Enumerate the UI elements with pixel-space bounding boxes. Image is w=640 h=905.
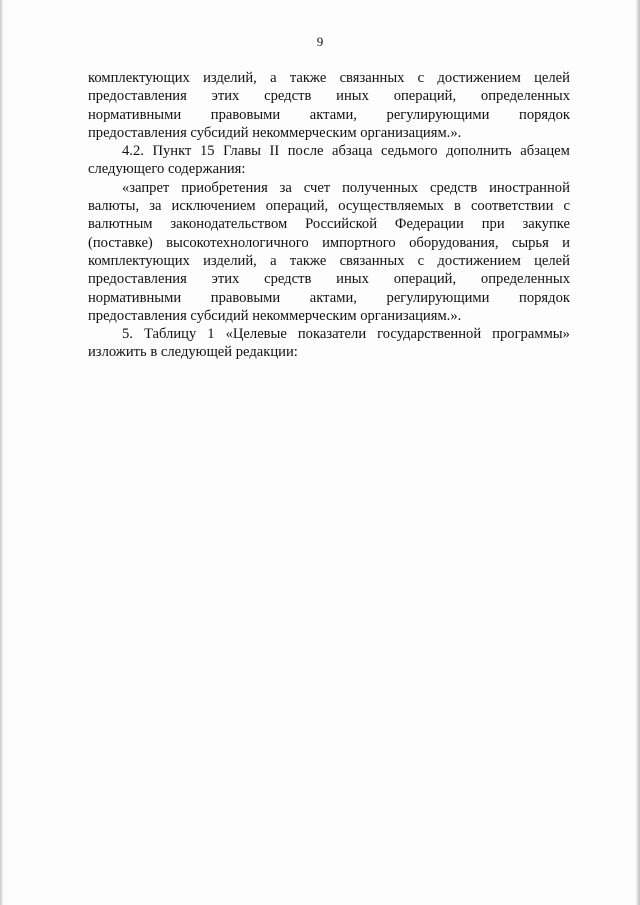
text-word: целей [534, 252, 570, 269]
text-line [88, 307, 570, 325]
text-word: с [417, 252, 425, 269]
text-word: а [270, 252, 277, 269]
page-number: 9 [316, 34, 324, 49]
text-line [88, 124, 570, 142]
text-word: этих [211, 271, 240, 288]
text-word: абзаца [332, 143, 373, 160]
text-word: законодательством [170, 216, 288, 233]
text-word: средств [264, 88, 312, 105]
text-word: целей [534, 70, 570, 86]
text-line [88, 289, 570, 307]
text-word: связанных [339, 252, 405, 269]
text-word: с [417, 70, 425, 86]
text-word: достижением [437, 252, 521, 269]
text-word: и [562, 234, 570, 251]
text-word: высокотехнологичного [166, 234, 309, 251]
text-word: предоставления [88, 271, 187, 288]
text-word: определенных [480, 271, 570, 288]
text-word: нормативными [88, 106, 182, 123]
text-word: правовыми [210, 289, 281, 306]
text-line [88, 160, 570, 178]
text-line [88, 142, 570, 160]
text-line [88, 215, 570, 233]
text-line [88, 325, 570, 343]
text-line [88, 270, 570, 288]
text-word: седьмого [381, 143, 438, 160]
text-word: с [563, 198, 570, 215]
text-word: полученных [342, 179, 419, 196]
text-line [88, 252, 570, 270]
text-word: иных [336, 271, 369, 288]
text-word: абзацем [520, 143, 570, 160]
text-word: определенных [480, 88, 570, 105]
text-word: изделий, [203, 70, 257, 86]
text-word: актами, [309, 106, 357, 123]
text-word: предоставления [88, 88, 187, 105]
text-line [88, 234, 570, 252]
text-word: Главы [223, 143, 261, 160]
text-word: иных [336, 88, 369, 105]
text-word: показатели [297, 326, 367, 343]
text-line [88, 343, 570, 361]
text-word: осуществляемых [338, 198, 444, 215]
text-word: за [279, 179, 292, 196]
text-word: порядок [519, 289, 570, 306]
text-line [88, 197, 570, 215]
text-word: валюты, [88, 198, 140, 215]
text-word: предоставления субсидий некоммерческим организациям.». [88, 124, 462, 141]
text-word: при [481, 216, 505, 233]
text-word: изложить в следующей редакции: [88, 344, 298, 361]
text-word: комплектующих [88, 70, 190, 86]
text-word: а [270, 70, 277, 86]
text-word: дополнить [446, 143, 512, 160]
document-body [88, 69, 570, 362]
text-word: 4.2. [122, 143, 144, 160]
text-word: предоставления субсидий некоммерческим организациям.». [88, 307, 462, 324]
text-word: операций, [265, 198, 329, 215]
text-word: «Целевые [225, 326, 287, 343]
scan-edge-left [0, 0, 3, 905]
text-word: счет [303, 179, 331, 196]
text-word: закупке [522, 216, 570, 233]
text-word: «запрет [122, 179, 170, 196]
text-word: Таблицу [143, 326, 197, 343]
text-word: Пункт [152, 143, 192, 160]
text-word: импортного [322, 234, 396, 251]
text-word: Федерации [394, 216, 464, 233]
text-line [88, 69, 570, 87]
text-word: регулирующими [386, 289, 490, 306]
text-word: валютным [88, 216, 153, 233]
text-word: программы» [492, 326, 570, 343]
text-word: операций, [393, 271, 457, 288]
text-word: следующего содержания: [88, 161, 246, 178]
text-word: оборудования, [409, 234, 499, 251]
text-word: достижением [437, 70, 521, 86]
text-word: изделий, [203, 252, 257, 269]
text-word: Российской [305, 216, 378, 233]
text-word: правовыми [210, 106, 281, 123]
text-line [88, 87, 570, 105]
text-word: 5. [122, 326, 133, 343]
text-word: в [453, 198, 461, 215]
text-word: также [289, 252, 327, 269]
text-word: приобретения [181, 179, 268, 196]
text-word: связанных [339, 70, 405, 86]
text-word: соответствии [470, 198, 554, 215]
text-word: нормативными [88, 289, 182, 306]
text-word: этих [211, 88, 240, 105]
scan-edge-right [636, 0, 640, 905]
text-word: комплектующих [88, 252, 190, 269]
text-word: за [149, 198, 162, 215]
text-word: средств [429, 179, 478, 196]
text-line [88, 179, 570, 197]
text-word: 15 [199, 143, 215, 160]
text-word: государственной [377, 326, 482, 343]
text-word: иностранной [489, 179, 570, 196]
text-word: регулирующими [386, 106, 490, 123]
text-word: актами, [309, 289, 357, 306]
text-word: средств [264, 271, 312, 288]
text-word: порядок [519, 106, 570, 123]
text-word: также [289, 70, 327, 86]
text-word: операций, [393, 88, 457, 105]
text-line [88, 106, 570, 124]
text-word: сырья [511, 234, 549, 251]
text-word: (поставке) [88, 234, 153, 251]
text-word: исключением [171, 198, 256, 215]
text-word: 1 [207, 326, 215, 343]
text-word: после [287, 143, 324, 160]
text-word: II [269, 143, 280, 160]
